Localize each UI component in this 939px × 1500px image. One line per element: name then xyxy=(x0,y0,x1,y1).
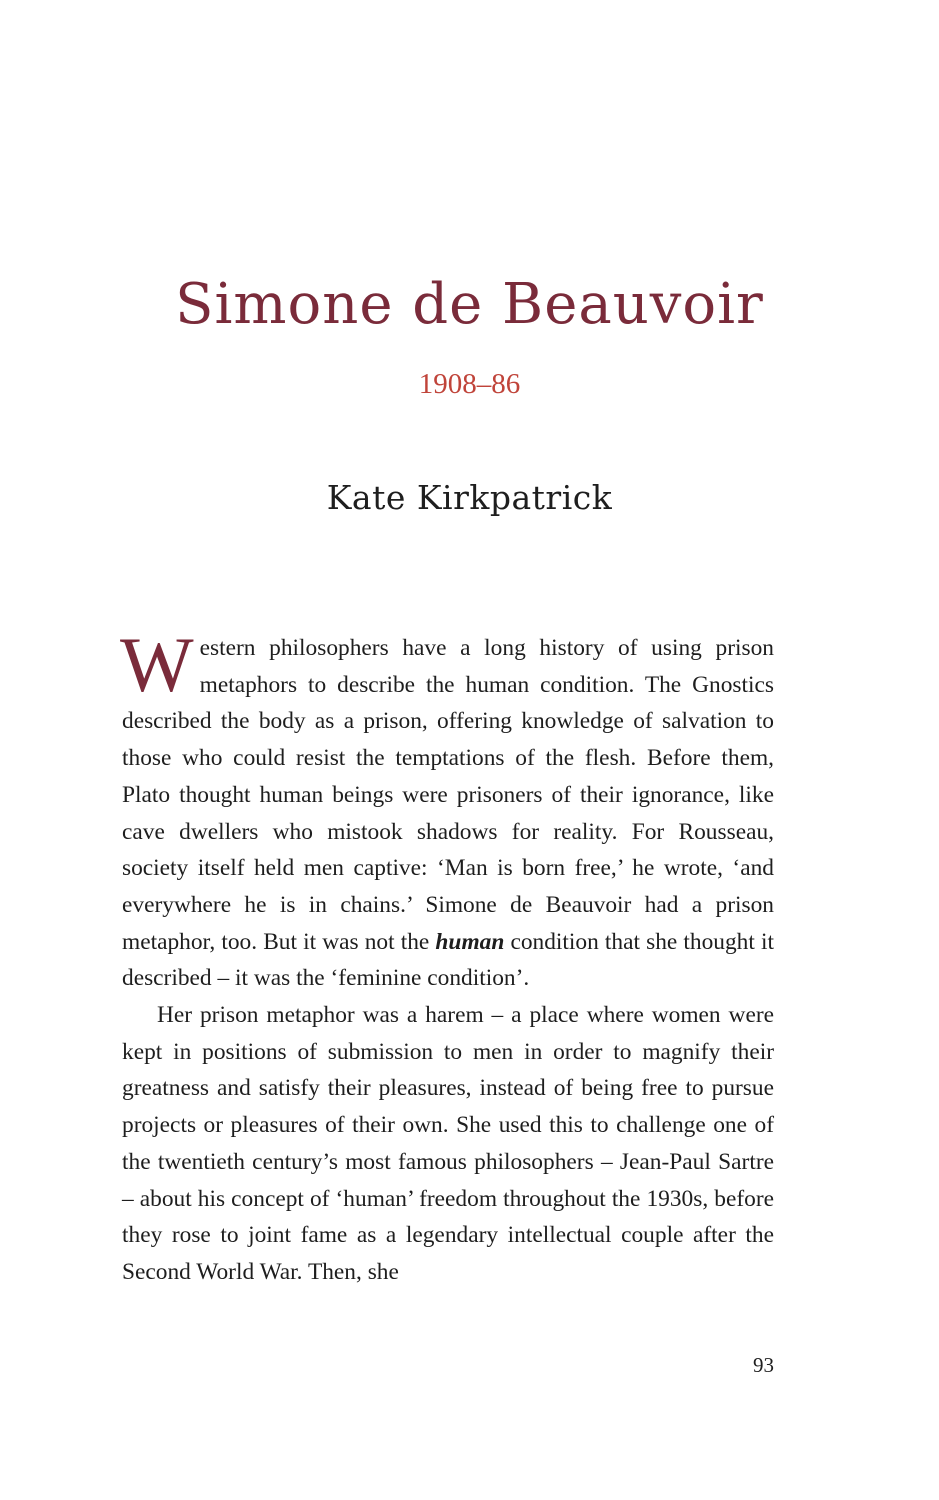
paragraph-1 xyxy=(120,621,774,997)
paragraph-1-text-b: condition that she thought it described – it was the ‘feminine condition’. xyxy=(122,928,774,992)
chapter-dates: 1908–86 xyxy=(418,368,521,400)
chapter-title: Simone de Beauvoir xyxy=(175,272,764,337)
body-text xyxy=(120,621,774,1291)
chapter-author: Kate Kirkpatrick xyxy=(326,478,613,517)
drop-cap: W xyxy=(120,621,194,708)
page-number: 93 xyxy=(753,1353,774,1377)
paragraph-1-text-a: estern philosophers have a long history of using prison metaphors to describe the human condition. The Gnostics described the body as a prison, offering knowledge of salvation to those who could resist the temptations of the flesh. Before them, Plato thought human beings were prisoners of their ignorance, like cave dwellers who mistook shadows for reality. For Rousseau, society itself held men captive: ‘Man is born free,’ he wrote, ‘and everywhere he is in chains.’ Simone de Beauvoir had a prison metaphor, too. But it was not the xyxy=(122,635,774,955)
paragraph-2: Her prison metaphor was a harem – a place where women were kept in positions of submission to men in order to magnify their greatness and satisfy their pleasures, instead of being free to pursue projects or pleasures of their own. She used this to challenge one of the twentieth century’s most famous philosophers – Jean-Paul Sartre – about his concept of ‘human’ freedom throughout the 1930s, before they rose to joint fame as a legendary intellectual couple after the Second World War. Then, she xyxy=(122,1002,774,1285)
paragraph-1-emphasis: human xyxy=(435,928,505,955)
